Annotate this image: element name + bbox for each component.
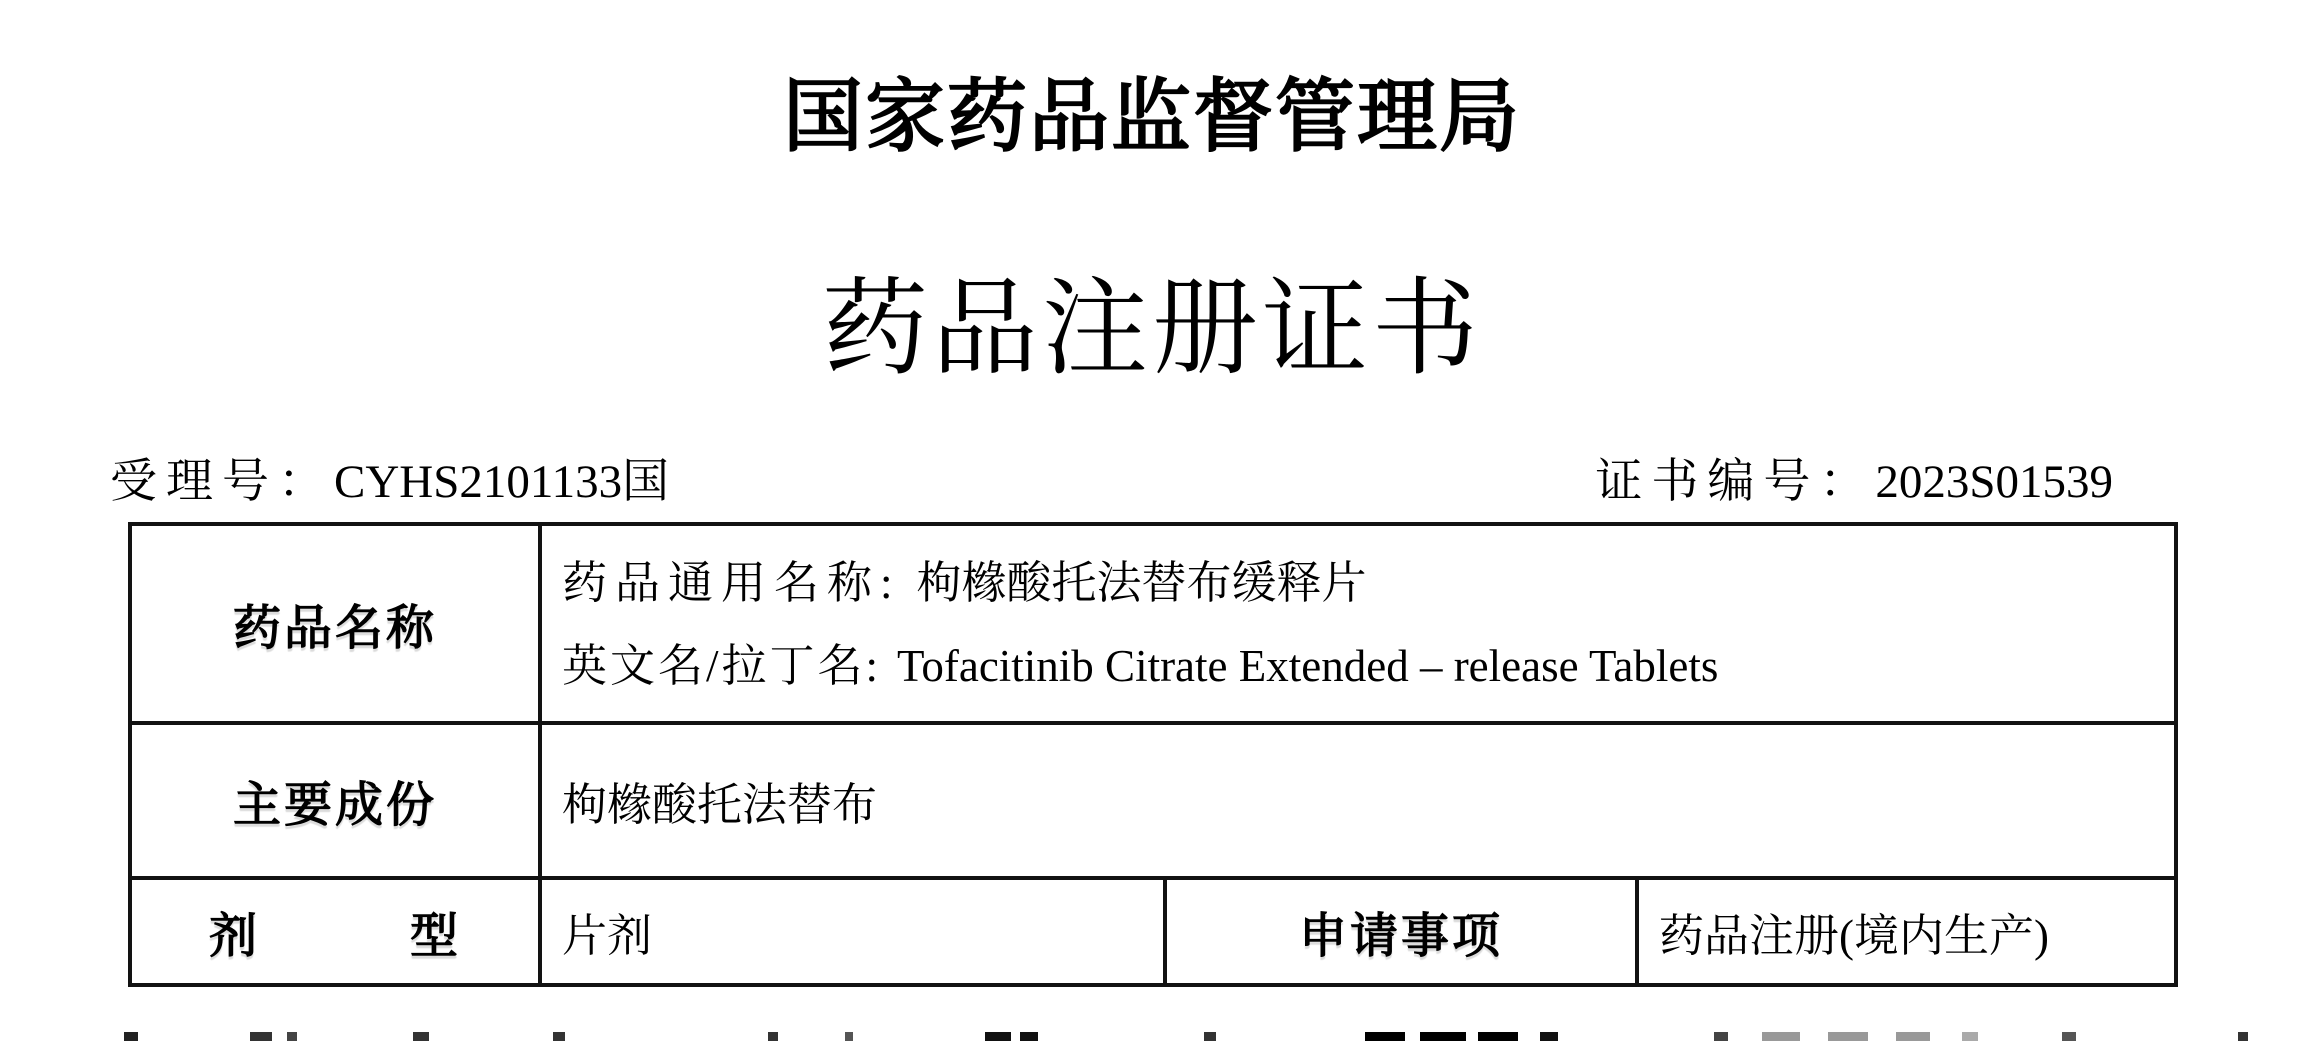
generic-name-line bbox=[562, 546, 1367, 611]
main-ingredients-value: 枸橼酸托法替布 bbox=[542, 725, 2174, 876]
clipped-text-fragment bbox=[250, 1032, 272, 1041]
table-row-drug-name bbox=[132, 526, 2174, 721]
main-ingredients-row-label: 主要成份 bbox=[132, 725, 538, 876]
clipped-text-fragment bbox=[2062, 1032, 2076, 1041]
certificate-number-value: 2023S01539 bbox=[1875, 456, 2113, 508]
clipped-text-fragment bbox=[2238, 1032, 2248, 1041]
certificate-title: 药品注册证书 bbox=[822, 271, 1482, 388]
clipped-text-fragment bbox=[1828, 1032, 1868, 1041]
dosage-form-row-label bbox=[132, 880, 538, 983]
clipped-text-fragment bbox=[1896, 1032, 1930, 1041]
clipped-text-fragment bbox=[768, 1032, 778, 1041]
clipped-text-fragment bbox=[287, 1032, 297, 1041]
dosage-form-label-chars bbox=[209, 897, 461, 966]
clipped-text-fragment bbox=[1204, 1032, 1216, 1041]
acceptance-number-label: 受理号： bbox=[110, 456, 334, 508]
english-name-value: Tofacitinib Citrate Extended – release Tablets bbox=[897, 640, 1719, 691]
clipped-bottom-text bbox=[0, 1030, 2304, 1041]
table-row-main-ingredients bbox=[132, 725, 2174, 876]
generic-name-label: 药品通用名称: bbox=[562, 557, 901, 608]
drug-name-cell bbox=[542, 526, 2174, 721]
dosage-form-value: 片剂 bbox=[542, 880, 1163, 983]
clipped-text-fragment bbox=[1420, 1032, 1466, 1041]
dosage-form-label-char-1: 剂 bbox=[209, 910, 261, 963]
clipped-text-fragment bbox=[1020, 1032, 1038, 1041]
generic-name-value: 枸橼酸托法替布缓释片 bbox=[916, 557, 1367, 608]
clipped-text-fragment bbox=[1365, 1032, 1405, 1041]
certificate-number bbox=[1595, 444, 2113, 511]
certificate-number-label: 证书编号： bbox=[1595, 456, 1876, 508]
english-name-line bbox=[562, 629, 1718, 694]
english-name-label: 英文名/拉丁名: bbox=[562, 640, 882, 691]
clipped-text-fragment bbox=[124, 1032, 138, 1041]
clipped-text-fragment bbox=[1762, 1032, 1800, 1041]
table-row-dosage-form bbox=[132, 880, 2174, 983]
dosage-form-label-char-2: 型 bbox=[409, 910, 461, 963]
clipped-text-fragment bbox=[1714, 1032, 1728, 1041]
acceptance-number-value: CYHS2101133国 bbox=[334, 456, 670, 508]
meta-line bbox=[110, 444, 2113, 511]
clipped-text-fragment bbox=[1540, 1032, 1558, 1041]
application-value: 药品注册(境内生产) bbox=[1639, 880, 2174, 983]
clipped-text-fragment bbox=[845, 1032, 853, 1041]
clipped-text-fragment bbox=[985, 1032, 1011, 1041]
authority-title: 国家药品监督管理局 bbox=[783, 74, 1521, 162]
clipped-text-fragment bbox=[1478, 1032, 1518, 1041]
clipped-text-fragment bbox=[553, 1032, 565, 1041]
application-row-label: 申请事项 bbox=[1167, 880, 1635, 983]
registration-table bbox=[128, 522, 2178, 987]
acceptance-number bbox=[110, 444, 669, 511]
clipped-text-fragment bbox=[413, 1032, 429, 1041]
clipped-text-fragment bbox=[1962, 1032, 1978, 1041]
drug-name-row-label: 药品名称 bbox=[132, 526, 538, 721]
